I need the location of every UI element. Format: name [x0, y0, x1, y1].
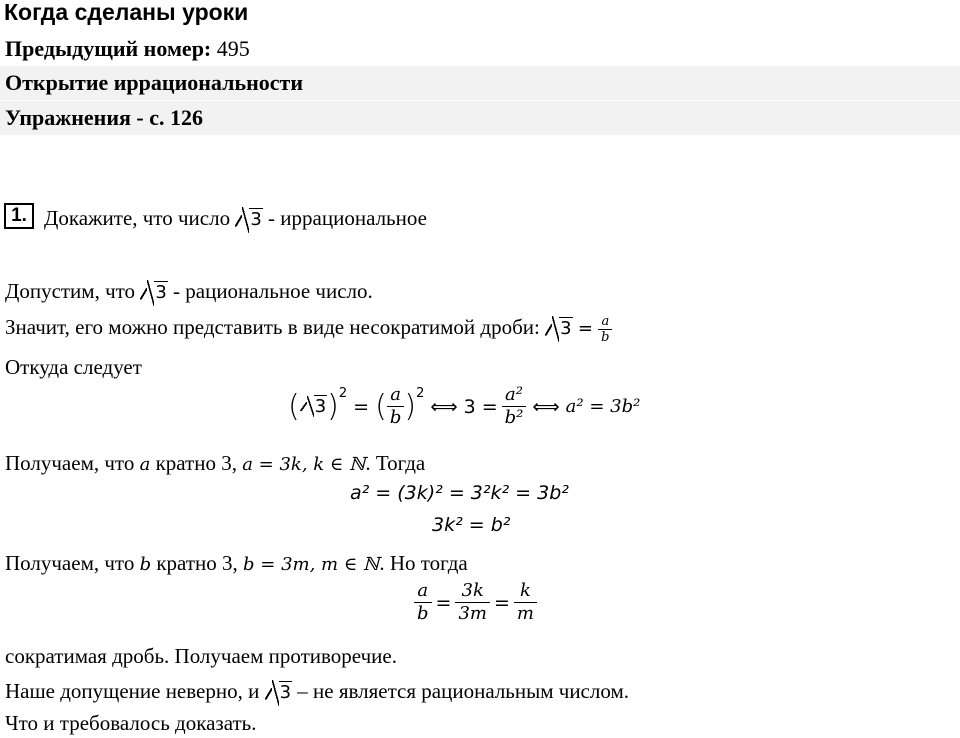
radicand: 3: [314, 396, 327, 417]
a2-eq-3b2: a² = 3b²: [565, 396, 641, 417]
fraction-a2-over-b2: [502, 386, 527, 427]
numerator: k: [519, 580, 531, 601]
solution-line-6: сократимая дробь. Получаем противоречие.: [5, 644, 397, 668]
a-eq-3k: a = 3k, k ∈ ℕ: [242, 454, 366, 475]
s7-start: Наше допущение неверно, и: [5, 679, 260, 703]
section-title: Упражнения - с. 126: [0, 101, 960, 135]
solution-line-7: [5, 678, 629, 706]
sqrt-three: [300, 396, 327, 417]
s5-mid: кратно 3,: [156, 551, 238, 575]
s7-end: – не является рациональным числом.: [297, 679, 630, 703]
fraction-3k-over-3m: [455, 582, 490, 623]
exponent: 2: [416, 386, 425, 401]
fraction-a-over-b: [387, 386, 405, 427]
denominator: m: [516, 603, 534, 624]
s5-start: Получаем, что: [5, 551, 135, 575]
numerator: a: [601, 313, 610, 329]
previous-number-line: [0, 32, 960, 66]
exercise-task: [44, 205, 427, 233]
solution-line-8: Что и требовалось доказать.: [5, 711, 257, 735]
radicand: 3: [279, 682, 292, 703]
denominator: b: [601, 329, 610, 345]
formula-1: [288, 386, 640, 427]
previous-number-label: Предыдущий номер:: [5, 36, 212, 61]
topic-title: Открытие иррациональности: [0, 66, 960, 100]
radicand: 3: [155, 282, 167, 303]
paren-close: ): [327, 388, 339, 424]
radicand: 3: [560, 318, 572, 339]
fraction-a-over-b: [414, 582, 432, 623]
solution-line-2: [5, 314, 612, 344]
sqrt-three: [235, 207, 262, 233]
solution-line-3: Откуда следует: [5, 355, 142, 379]
three-equals: 3 =: [463, 395, 498, 418]
variable-a: a: [139, 454, 151, 475]
sqrt-three: [265, 680, 292, 706]
numerator: a: [390, 384, 401, 405]
s5-end: . Но тогда: [379, 551, 468, 575]
s4-start: Получаем, что: [5, 451, 135, 475]
paren-open: (: [375, 388, 387, 424]
paren-close: ): [404, 388, 417, 424]
fraction-a-over-b: [598, 315, 612, 344]
formula-4: [414, 582, 537, 623]
fraction-k-over-m: [514, 582, 537, 623]
sqrt-three: [140, 280, 167, 306]
paren-open: (: [288, 388, 300, 424]
variable-b: b: [139, 554, 152, 575]
radicand: 3: [250, 209, 262, 230]
numerator: 3k: [461, 580, 484, 601]
solution-line-4: [5, 450, 425, 478]
s1-end: - рациональное число.: [173, 279, 373, 303]
denominator: 3m: [458, 603, 487, 624]
equals-sign: =: [353, 395, 370, 418]
s2-text: Значит, его можно представить в виде несократимой дроби:: [5, 315, 540, 339]
iff-sign: ⟺: [430, 395, 458, 418]
exercise-number-badge: 1.: [4, 203, 34, 229]
solution-line-1: [5, 278, 373, 306]
equals-sign: =: [577, 318, 593, 339]
denominator: b: [389, 407, 402, 428]
task-text-start: Докажите, что число: [44, 206, 231, 230]
denominator: b²: [504, 407, 524, 428]
s4-mid: кратно 3,: [155, 451, 237, 475]
formula-2: a² = (3k)² = 3²k² = 3b²: [350, 482, 569, 504]
previous-number-link[interactable]: 495: [216, 36, 250, 61]
site-title[interactable]: Когда сделаны уроки: [4, 0, 249, 25]
sqrt-three: [545, 316, 572, 342]
task-text-end: - иррациональное: [268, 206, 427, 230]
solution-line-5: [5, 550, 468, 578]
s4-end: . Тогда: [365, 451, 426, 475]
equals-sign: =: [435, 591, 452, 614]
numerator: a²: [505, 384, 523, 405]
equals-sign: =: [493, 591, 510, 614]
denominator: b: [417, 603, 429, 624]
numerator: a: [417, 580, 429, 601]
iff-sign: ⟺: [532, 395, 560, 418]
formula-3: 3k² = b²: [432, 514, 511, 536]
b-eq-3m: b = 3m, m ∈ ℕ: [243, 554, 380, 575]
exponent: 2: [338, 386, 348, 401]
s1-start: Допустим, что: [5, 279, 136, 303]
